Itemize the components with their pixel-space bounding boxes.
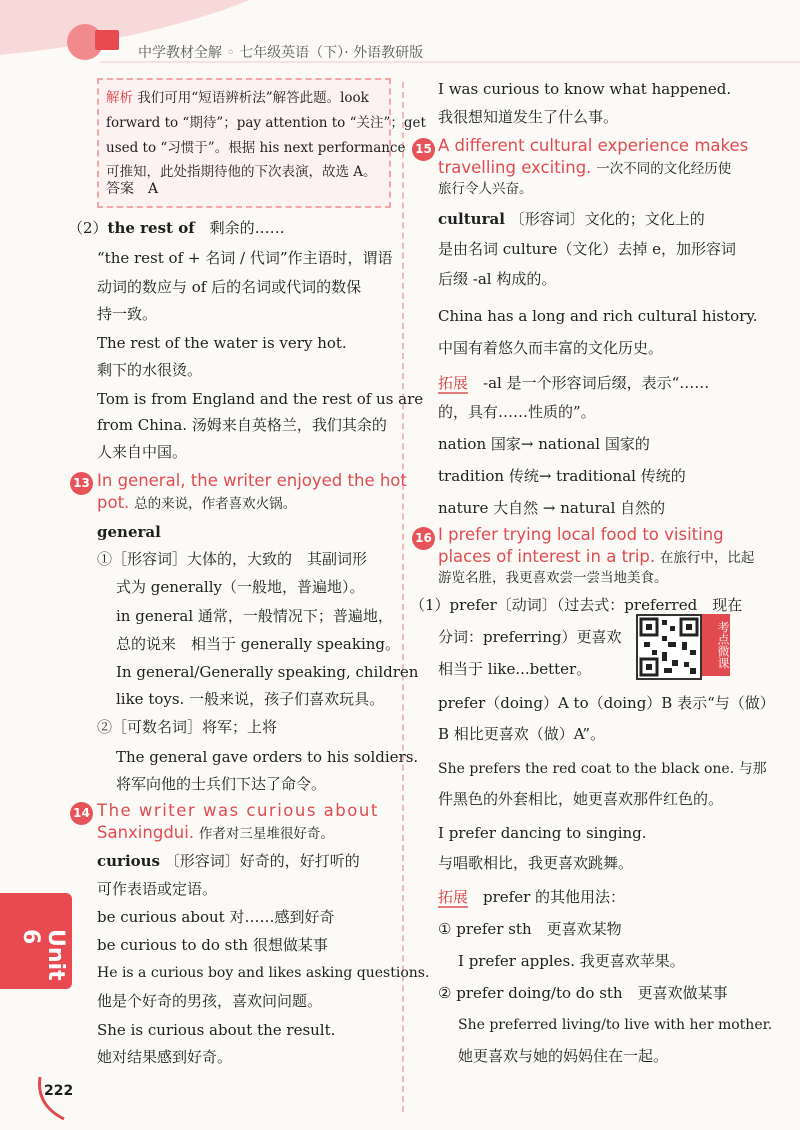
text-line: ①［形容词］大体的，大致的 其副词形 [97,550,368,568]
text-line: 相当于 like...better。 [438,660,592,678]
box-line: forward to “期待”；pay attention to “关注”；get [106,115,426,131]
example: She preferred living/to live with her mother. [458,1017,773,1033]
example: In general/Generally speaking, children [116,663,419,681]
example-cn: 与唱歌相比，我更喜欢跳舞。 [438,854,634,872]
example: from China. 汤姆来自英格兰，我们其余的 [97,416,387,434]
key-sentence: travelling exciting. [438,158,592,177]
example-cn: 他是个好奇的男孩，喜欢问问题。 [97,992,323,1010]
box-line: 我们可用“短语辨析法”解答此题。look [137,90,369,106]
text-line: 可作表语或定语。 [97,880,218,898]
example: Tom is from England and the rest of us are [97,390,424,408]
key-sentence-cn: 旅行令人兴奋。 [438,181,533,197]
brand-title: 中学教材全解 [138,45,222,61]
example: The general gave orders to his soldiers. [116,748,419,766]
example-cn: 她对结果感到好奇。 [97,1048,233,1066]
key-sentence-cn: 游览名胜，我更喜欢尝一尝当地美食。 [438,570,668,586]
text-line: ① prefer sth 更喜欢某物 [438,920,622,938]
word-pair: tradition 传统→ traditional 传统的 [438,467,686,485]
text-line: be curious about 对……感到好奇 [97,908,335,926]
term-meaning: 〔形容词〕好奇的，好打听的 [164,852,360,870]
unit-label: Unit 6 [18,929,68,981]
key-sentence: places of interest in a trip. [438,547,656,566]
key-sentence: pot. [97,493,130,512]
key-sentence-cn: 作者对三星堆很好奇。 [198,826,334,842]
word-pair: nature 大自然 → natural 自然的 [438,499,666,517]
answer-label: 答案 [106,181,134,197]
analysis-label: 解析 [106,90,133,106]
example-cn: 中国有着悠久而丰富的文化历史。 [438,339,664,357]
sentence-number-badge: 16 [412,527,435,550]
key-sentence-cn: 一次不同的文化经历使 [596,161,732,177]
example: She prefers the red coat to the black one. 与那 [438,761,767,777]
term: cultural [438,210,505,228]
key-sentence-cn: 总的来说，作者喜欢火锅。 [134,496,297,512]
text-line: 分词：preferring）更喜欢 [438,628,622,646]
column-divider [402,82,404,1112]
text-line: -al 是一个形容词后缀，表示“…… [483,374,710,392]
text-line: 动词的数应与 of 后的名词或代词的数保 [97,278,362,296]
term: general [97,523,161,541]
sentence-number-badge: 13 [70,472,93,495]
example: 件黑色的外套相比，她更喜欢那件红色的。 [438,790,724,808]
example: She is curious about the result. [97,1021,336,1039]
box-line: used to “习惯于”。根据 his next performance [106,140,406,156]
text-line: 后缀 -al 构成的。 [438,270,557,288]
text-line: prefer（doing）A to（doing）B 表示“与（做） [438,694,775,712]
text-line: （1）prefer〔动词〕（过去式：preferred 现在 [410,596,743,614]
example: I was curious to know what happened. [438,80,732,98]
box-line: 可推知，此处指期待他的下次表演，故选 A。 [106,164,377,180]
example-cn: 剩下的水很烫。 [97,361,203,379]
example: like toys. 一般来说，孩子们喜欢玩具。 [116,690,385,708]
item-number: （2） [68,219,108,237]
text-line: “the rest of + 名词 / 代词”作主语时，谓语 [97,249,393,267]
text-line: 是由名词 culture（文化）去掉 e，加形容词 [438,240,737,258]
key-sentence: In general, the writer enjoyed the hot [97,471,407,490]
word-pair: nation 国家→ national 国家的 [438,435,650,453]
example: He is a curious boy and likes asking questions. [97,965,430,981]
text-line: 式为 generally（一般地，普遍地）。 [116,578,365,596]
sentence-number-badge: 14 [70,802,93,825]
example: China has a long and rich cultural history. [438,307,758,325]
example-cn: 人来自中国。 [97,443,188,461]
qr-code-pattern [638,616,700,678]
example: I prefer dancing to singing. [438,824,647,842]
page-number: 222 [44,1083,74,1099]
key-sentence: Sanxingdui. [97,823,195,842]
example-cn: 将军向他的士兵们下达了命令。 [116,775,327,793]
key-sentence: I prefer trying local food to visiting [438,525,724,544]
term: curious [97,852,160,870]
qr-code[interactable] [636,614,702,680]
text-line: 持一致。 [97,305,158,323]
term: the rest of [107,219,195,237]
example: I prefer apples. 我更喜欢苹果。 [458,952,685,970]
text-line: B 相比更喜欢（做）A”。 [438,725,606,743]
text-line: 总的说来 相当于 generally speaking。 [116,635,401,653]
key-sentence: A different cultural experience makes [438,136,749,155]
text-line: ② prefer doing/to do sth 更喜欢做某事 [438,984,728,1002]
example-cn: 我很想知道发生了什么事。 [438,108,619,126]
qr-label: 考点微课 [702,614,730,676]
key-sentence-cn: 在旅行中，比起 [659,550,755,566]
extension-tag: 拓展 [438,888,469,906]
page-header: 中学教材全解 ◦ 七年级英语（下）· 外语教研版 [0,0,800,70]
term-meaning: 〔形容词〕文化的；文化上的 [509,210,705,228]
text-line: prefer 的其他用法： [483,888,626,906]
text-line: ②［可数名词］将军；上将 [97,718,278,736]
key-sentence: The writer was curious about [97,801,379,820]
unit-side-tab [0,893,72,989]
sentence-number-badge: 15 [412,138,435,161]
term-meaning: 剩余的…… [209,219,285,237]
example: The rest of the water is very hot. [97,334,347,352]
text-line: in general 通常，一般情况下；普遍地， [116,607,393,625]
text-line: 的，具有……性质的”。 [438,403,596,421]
book-title: 七年级英语（下）· 外语教研版 [239,45,424,61]
example-cn: 她更喜欢与她的妈妈住在一起。 [458,1047,669,1065]
extension-tag: 拓展 [438,374,469,392]
text-line: be curious to do sth 很想做某事 [97,936,328,954]
answer-value: A [148,181,159,197]
